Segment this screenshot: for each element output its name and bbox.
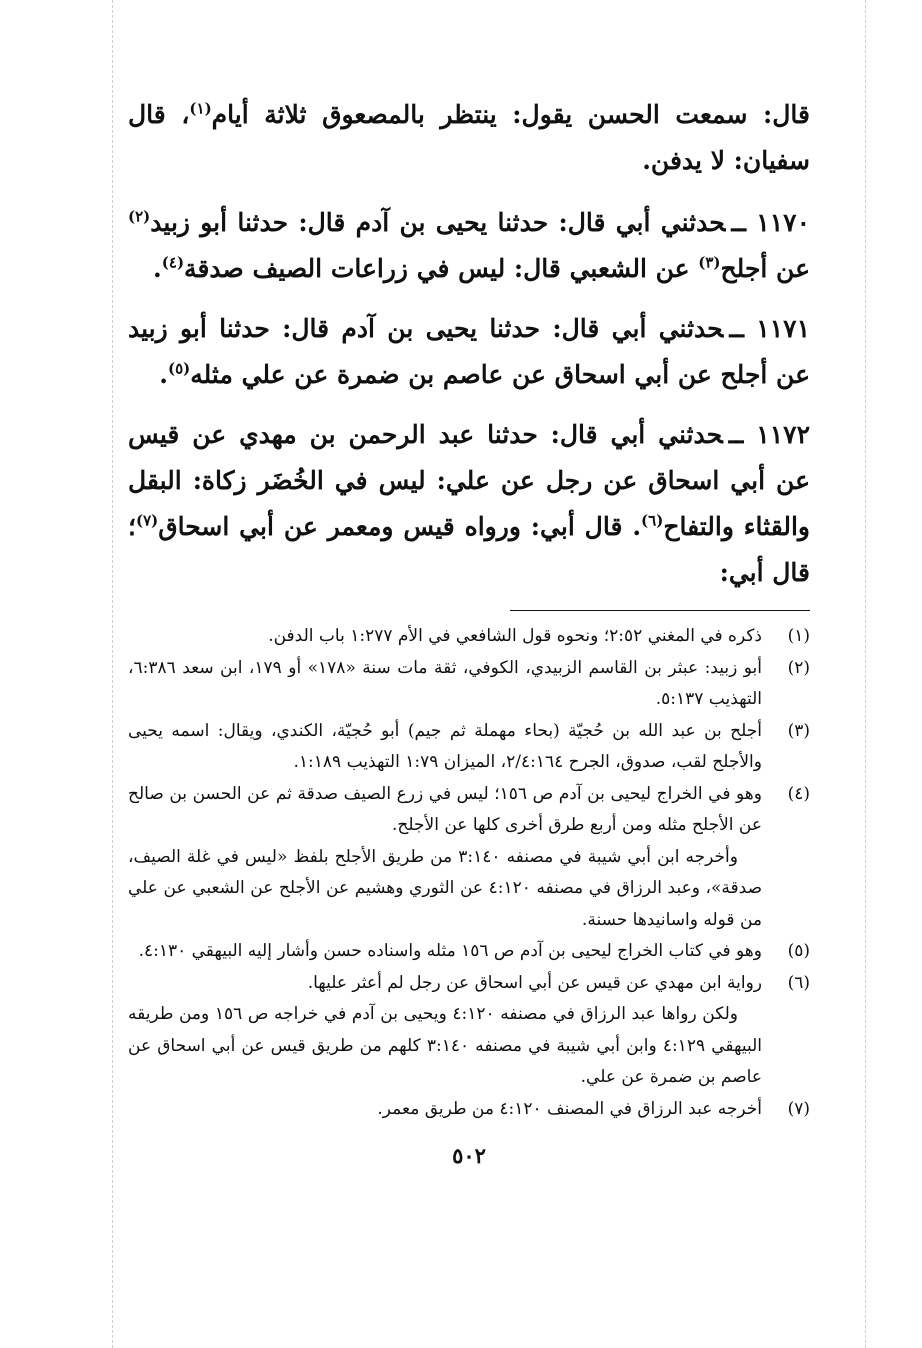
footnote-ref-5[interactable]: (٥) — [167, 359, 191, 378]
footnote-separator — [510, 610, 810, 611]
paragraph-continuation: قال: سمعت الحسن يقول: ينتظر بالمصعوق ثلاثة أيام$^{(١)}$، قال سفيان: لا يدفن. — [128, 99, 810, 175]
footnote-2 — [128, 653, 810, 716]
hadith-number: ١١٧١ ــ — [729, 314, 810, 343]
footnote-text: أخرجه عبد الرزاق في المصنف ٤:١٢٠ من طريق معمر. — [377, 1098, 762, 1119]
hadith-1170: ١١٧٠ ــحدثني أبي قال: حدثنا يحيى بن آدم قال: حدثنا أبو زبيد$^{(٢)}$ عن أجلح$^{(٣)}$ عن الشعبي قال: ليس في زراعات الصيف صدقة$^{(٤)}$. — [128, 207, 810, 283]
footnote-5 — [128, 936, 810, 968]
footnote-ref-4[interactable]: (٤) — [161, 253, 185, 272]
main-text — [128, 92, 810, 596]
footnote-4 — [128, 779, 810, 937]
book-page — [128, 92, 810, 1168]
page-edge-right — [865, 0, 866, 1348]
footnote-number: (١) — [787, 626, 810, 646]
page-number: ٥٠٢ — [452, 1143, 486, 1168]
footnote-text: أبو زبيد: عبثر بن القاسم الزبيدي، الكوفي، ثقة مات سنة «١٧٨» أو ١٧٩، ابن سعد ٦:٣٨٦، التهذيب ٥:١٣٧. — [128, 657, 762, 709]
footnote-text: وأخرجه ابن أبي شيبة في مصنفه ٣:١٤٠ من طريق الأجلح بلفظ «ليس في غلة الصيف، صدقة»، وعبد الرزاق في مصنفه ٤:١٢٠ عن الثوري وهشيم عن الأجلح عن الشعبي عن علي من قوله واسانيدها حسنة. — [128, 846, 763, 930]
footnote-number: (٣) — [787, 720, 810, 741]
footnote-ref-3[interactable]: (٣) — [698, 253, 721, 272]
footnote-ref-6[interactable]: (٦) — [641, 511, 664, 530]
footnote-6 — [128, 968, 810, 1094]
footnote-ref-2[interactable]: (٢) — [128, 207, 151, 226]
footnote-3 — [128, 716, 810, 779]
footnotes — [128, 621, 810, 1125]
footnote-ref-1[interactable]: (١) — [189, 99, 212, 118]
footnote-1 — [128, 621, 810, 653]
footnote-number: (٦) — [787, 972, 810, 993]
footnote-text: وهو في الخراج ليحيى بن آدم ص ١٥٦؛ ليس في زرع الصيف صدقة ثم عن الحسن بن صالح عن الأجلح مثله ومن أربع طرق أخرى كلها عن الأجلح. — [128, 783, 762, 835]
footnote-text: ولكن رواها عبد الرزاق في مصنفه ٤:١٢٠ ويحيى بن آدم في خراجه ص ١٥٦ ومن طريقه البيهقي ٤:١٢٩ وابن أبي شيبة في مصنفه ٣:١٤٠ كلهم من طريق قيس عن أبي اسحاق عن عاصم بن ضمرة عن علي. — [128, 1004, 762, 1087]
footnote-text: رواية ابن مهدي عن قيس عن أبي اسحاق عن رجل لم أعثر عليها. — [307, 972, 762, 993]
hadith-number: ١١٧٢ ــ — [728, 420, 810, 449]
footnote-number: (٤) — [787, 783, 810, 804]
footnote-number: (٢) — [787, 657, 810, 678]
footnote-text: ذكره في المغني ٢:٥٢؛ ونحوه قول الشافعي في الأم ١:٢٧٧ باب الدفن. — [268, 626, 762, 646]
footnote-7 — [128, 1094, 810, 1126]
footnote-number: (٥) — [787, 941, 810, 961]
footnote-text: وهو في كتاب الخراج ليحيى بن آدم ص ١٥٦ مثله واسناده حسن وأشار إليه البيهقي ٤:١٣٠. — [138, 941, 762, 961]
page-edge-left — [112, 0, 113, 1348]
footnote-number: (٧) — [787, 1098, 810, 1119]
hadith-1171: ١١٧١ ــحدثني أبي قال: حدثنا يحيى بن آدم قال: حدثنا أبو زبيد عن أجلح عن أبي اسحاق عن عاصم بن ضمرة عن علي مثله$^{(٥)}$. — [128, 314, 810, 389]
footnote-text: أجلح بن عبد الله بن حُجيّة (بحاء مهملة ثم جيم) أبو حُجيّة، الكندي، ويقال: اسمه يحيى والأجلح لقب، صدوق، الجرح ٢/٤:١٦٤، الميزان ١:٧٩ التهذيب ١:١٨٩. — [128, 720, 762, 772]
hadith-1172: ١١٧٢ ــحدثني أبي قال: حدثنا عبد الرحمن بن مهدي عن قيس عن أبي اسحاق عن رجل عن علي: ليس في الخُضَر زكاة: البقل والقثاء والتفاح$^{(٦)}$. قال أبي: ورواه قيس ومعمر عن أبي اسحاق$^{(٧)}$؛ قال أبي: — [128, 420, 810, 587]
footnote-ref-7[interactable]: (٧) — [135, 511, 159, 530]
hadith-number: ١١٧٠ ــ — [731, 208, 810, 237]
